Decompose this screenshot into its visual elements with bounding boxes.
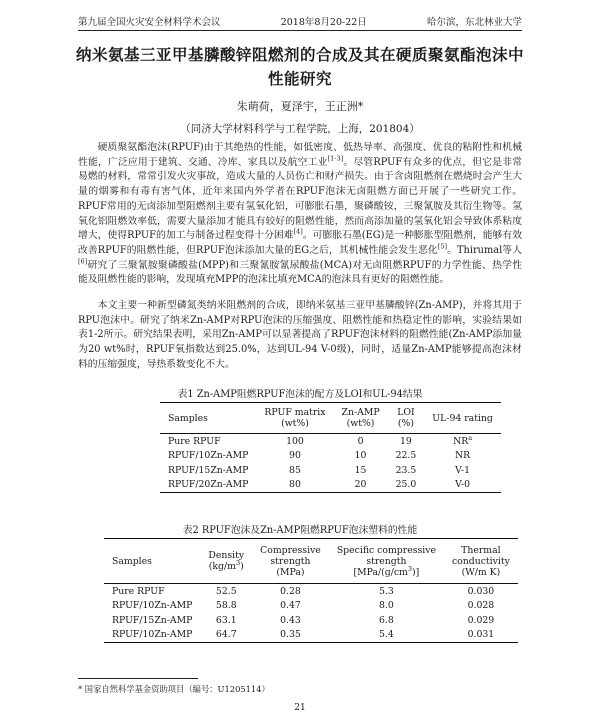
cell-sample: RPUF/10Zn-AMP <box>168 450 249 462</box>
p1-text-a: 硬质聚氨酯泡沫(RPUF)由于其绝热的性能，如低密度、低热导率、高强度、优良的粘附性和机械性能，广泛应用于建筑、交通、冷库、家具以及航空工业 <box>78 142 522 168</box>
table1 <box>160 402 501 493</box>
table-row <box>104 613 518 628</box>
table2-caption: 表2 RPUF泡沫及Zn-AMP阻燃RPUF泡沫塑料的性能 <box>182 525 418 536</box>
col-header-matrix <box>256 403 333 434</box>
header-line: strength <box>270 555 311 567</box>
header-line: Specific compressive <box>336 544 436 556</box>
rating-note-marker: a <box>468 433 473 442</box>
header-rule <box>78 30 522 31</box>
unit-part: [MPa/(g/cm <box>353 566 408 578</box>
cell-specific: 6.8 <box>378 614 394 626</box>
table-row <box>104 584 518 599</box>
rating-text: NR <box>453 435 469 447</box>
cell-thermal: 0.029 <box>467 614 495 626</box>
running-header <box>78 14 522 28</box>
header-unit <box>337 564 436 578</box>
header-line: Density <box>208 550 245 561</box>
cell-loi: 22.5 <box>395 450 417 462</box>
cell-sample: Pure RPUF <box>112 585 165 597</box>
table-header-row <box>160 403 501 434</box>
header-line: LOI <box>397 407 415 418</box>
p1-text-e: 研究了三聚氰胺聚磷酸盐(MPP)和三聚氰胺氰尿酸盐(MCA)对无卤阻燃RPUF的力学性能、热学性能及阻燃性能的影响，发现填充MPP的泡沫比填充MCA的泡沫具有更好的阻燃性能。 <box>78 259 522 286</box>
header-unit <box>208 558 244 572</box>
paper-title: 纳米氨基三亚甲基膦酸锌阻燃剂的合成及其在硬质聚氨酯泡沫中性能研究 <box>75 46 524 88</box>
cell-loi: 23.5 <box>395 464 417 476</box>
cell-znamp: 0 <box>357 435 364 447</box>
cell-thermal: 0.030 <box>467 585 495 597</box>
cell-znamp: 10 <box>354 450 367 462</box>
cell-ul94: V-0 <box>455 479 471 491</box>
affiliation: （同济大学材料科学与工程学院，上海，201804） <box>180 123 420 135</box>
table-row <box>160 478 501 493</box>
cell-compressive: 0.28 <box>280 585 301 597</box>
header-location: 哈尔滨，东北林业大学 <box>426 17 522 28</box>
header-date: 2018年8月20-22日 <box>280 17 367 28</box>
citation: [6] <box>78 257 88 266</box>
header-line: Thermal <box>461 544 501 556</box>
header-unit: (MPa) <box>276 566 305 578</box>
cell-density: 64.7 <box>215 629 237 641</box>
cell-thermal: 0.031 <box>467 629 495 641</box>
col-header-loi <box>388 403 425 434</box>
unit-part: ) <box>240 561 244 572</box>
cell-ul94: V-1 <box>455 464 471 476</box>
cell-sample: RPUF/10Zn-AMP <box>112 600 193 612</box>
header-line: conductivity <box>451 555 510 567</box>
citation: [4] <box>293 227 303 236</box>
cell-density: 52.5 <box>215 585 237 597</box>
col-header-samples: Samples <box>112 555 152 567</box>
cell-sample: RPUF/10Zn-AMP <box>112 629 193 641</box>
citation: [1-3] <box>327 154 344 163</box>
p2-text: 本文主要一种新型磷氮类纳米阻燃剂的合成，即纳米氨基三亚甲基膦酸锌(Zn-AMP)，并将其用于RPU泡沫中。研究了纳米Zn-AMP对RPU泡沫的压缩强度、阻燃性能和热稳定性的影响，实验结果如表1-2所示。研究结果表明，采用Zn-AMP可以显著提高了RPUF泡沫材料的阻燃性能(Zn-AMP添加量为20 wt%时，RPUF氧指数达到25.0%，达到UL-94 V-0级)，同时，适量Zn-AMP能够提高泡沫材料的压缩强度，导热系数变化不大。 <box>78 300 522 370</box>
unit-part: (kg/m <box>208 561 236 572</box>
p1-text-c: 。可膨胀石墨(EG)是一种膨胀型阻燃剂，能够有效改善RPUF的阻燃性能，但RPUF泡沫添加大量的EG之后，其机械性能会发生恶化 <box>78 230 522 256</box>
table1-caption: 表1 Zn-AMP阻燃RPUF泡沫的配方及LOI和UL-94结果 <box>177 389 423 400</box>
table-row <box>160 449 501 464</box>
cell-matrix: 80 <box>289 479 301 491</box>
cell-ul94 <box>424 434 501 449</box>
cell-sample: RPUF/15Zn-AMP <box>168 464 249 476</box>
body-paragraph-1 <box>78 141 522 288</box>
cell-matrix: 85 <box>289 464 301 476</box>
table-header-row <box>104 539 518 584</box>
cell-matrix: 90 <box>289 450 301 462</box>
table-row <box>160 434 501 449</box>
col-header-density <box>200 539 252 584</box>
col-header-compressive <box>252 539 329 584</box>
header-line: Compressive <box>260 544 321 556</box>
authors: 朱萌荷，夏泽宇，王正洲* <box>236 100 364 113</box>
header-unit: (W/m K) <box>461 566 501 578</box>
header-unit: (%) <box>397 418 414 429</box>
cell-sample: RPUF/15Zn-AMP <box>112 614 193 626</box>
col-header-specific <box>329 539 444 584</box>
funding-footnote: * 国家自然科学基金资助项目（编号：U1205114） <box>78 684 270 694</box>
page-number: 21 <box>294 703 306 713</box>
cell-specific: 5.4 <box>378 629 394 641</box>
col-header-znamp <box>334 403 388 434</box>
cell-compressive: 0.43 <box>280 614 301 626</box>
cell-compressive: 0.47 <box>280 600 301 612</box>
cell-ul94: NR <box>455 450 471 462</box>
cell-thermal: 0.028 <box>467 600 495 612</box>
cell-specific: 5.3 <box>378 585 394 597</box>
cell-specific: 8.0 <box>378 600 394 612</box>
table-row <box>104 599 518 614</box>
cell-matrix: 100 <box>286 435 304 447</box>
header-unit: (wt%) <box>281 418 309 429</box>
cell-loi: 19 <box>400 435 412 447</box>
citation: [5] <box>437 242 447 251</box>
body-paragraph-2 <box>78 299 522 373</box>
footnote-rule <box>78 678 198 679</box>
cell-density: 58.8 <box>215 600 237 612</box>
cell-loi: 25.0 <box>395 479 417 491</box>
cell-sample: RPUF/20Zn-AMP <box>168 479 249 491</box>
unit-exponent: 3 <box>407 564 413 573</box>
table-row <box>160 463 501 478</box>
p1-text-b: 。尽管RPUF有众多的优点，但它是非常易燃的材料，常常引发火灾事故，造成大量的人员伤亡和财产损失。由于含卤阻燃剂在燃烧时会产生大量的烟雾和有毒有害气体，近年来国内外学者在RPUF泡沫无卤阻燃方面已开展了一些研究工作。RPUF常用的无卤添加型阻燃剂主要有氢氧化铝，可膨胀石墨，聚磷酸铵，三聚氰胺及其衍生物等。氢氧化铝阻燃效率低，需要大量添加才能具有较好的阻燃性能，然而高添加量的氢氧化铝会导致体系粘度增大，使得RPUF的加工与制备过程变得十分困难 <box>78 156 523 242</box>
table2 <box>104 538 518 643</box>
p1-text-d: 。Thirumal等人 <box>447 244 522 256</box>
header-line: Zn-AMP <box>341 407 380 418</box>
cell-znamp: 15 <box>354 464 367 476</box>
header-line: RPUF matrix <box>264 407 326 418</box>
table-row <box>104 628 518 643</box>
unit-exponent: 3 <box>235 558 241 567</box>
header-line: strength <box>366 555 407 567</box>
cell-znamp: 20 <box>354 479 367 491</box>
cell-density: 63.1 <box>215 614 237 626</box>
cell-compressive: 0.35 <box>280 629 301 641</box>
col-header-thermal <box>444 539 518 584</box>
header-conference: 第九届全国火灾安全材料学术会议 <box>78 17 221 28</box>
cell-sample: Pure RPUF <box>168 435 221 447</box>
col-header-samples: Samples <box>168 412 208 424</box>
col-header-ul94: UL-94 rating <box>432 412 493 424</box>
header-unit: (wt%) <box>346 418 375 429</box>
unit-part: )] <box>412 566 420 578</box>
